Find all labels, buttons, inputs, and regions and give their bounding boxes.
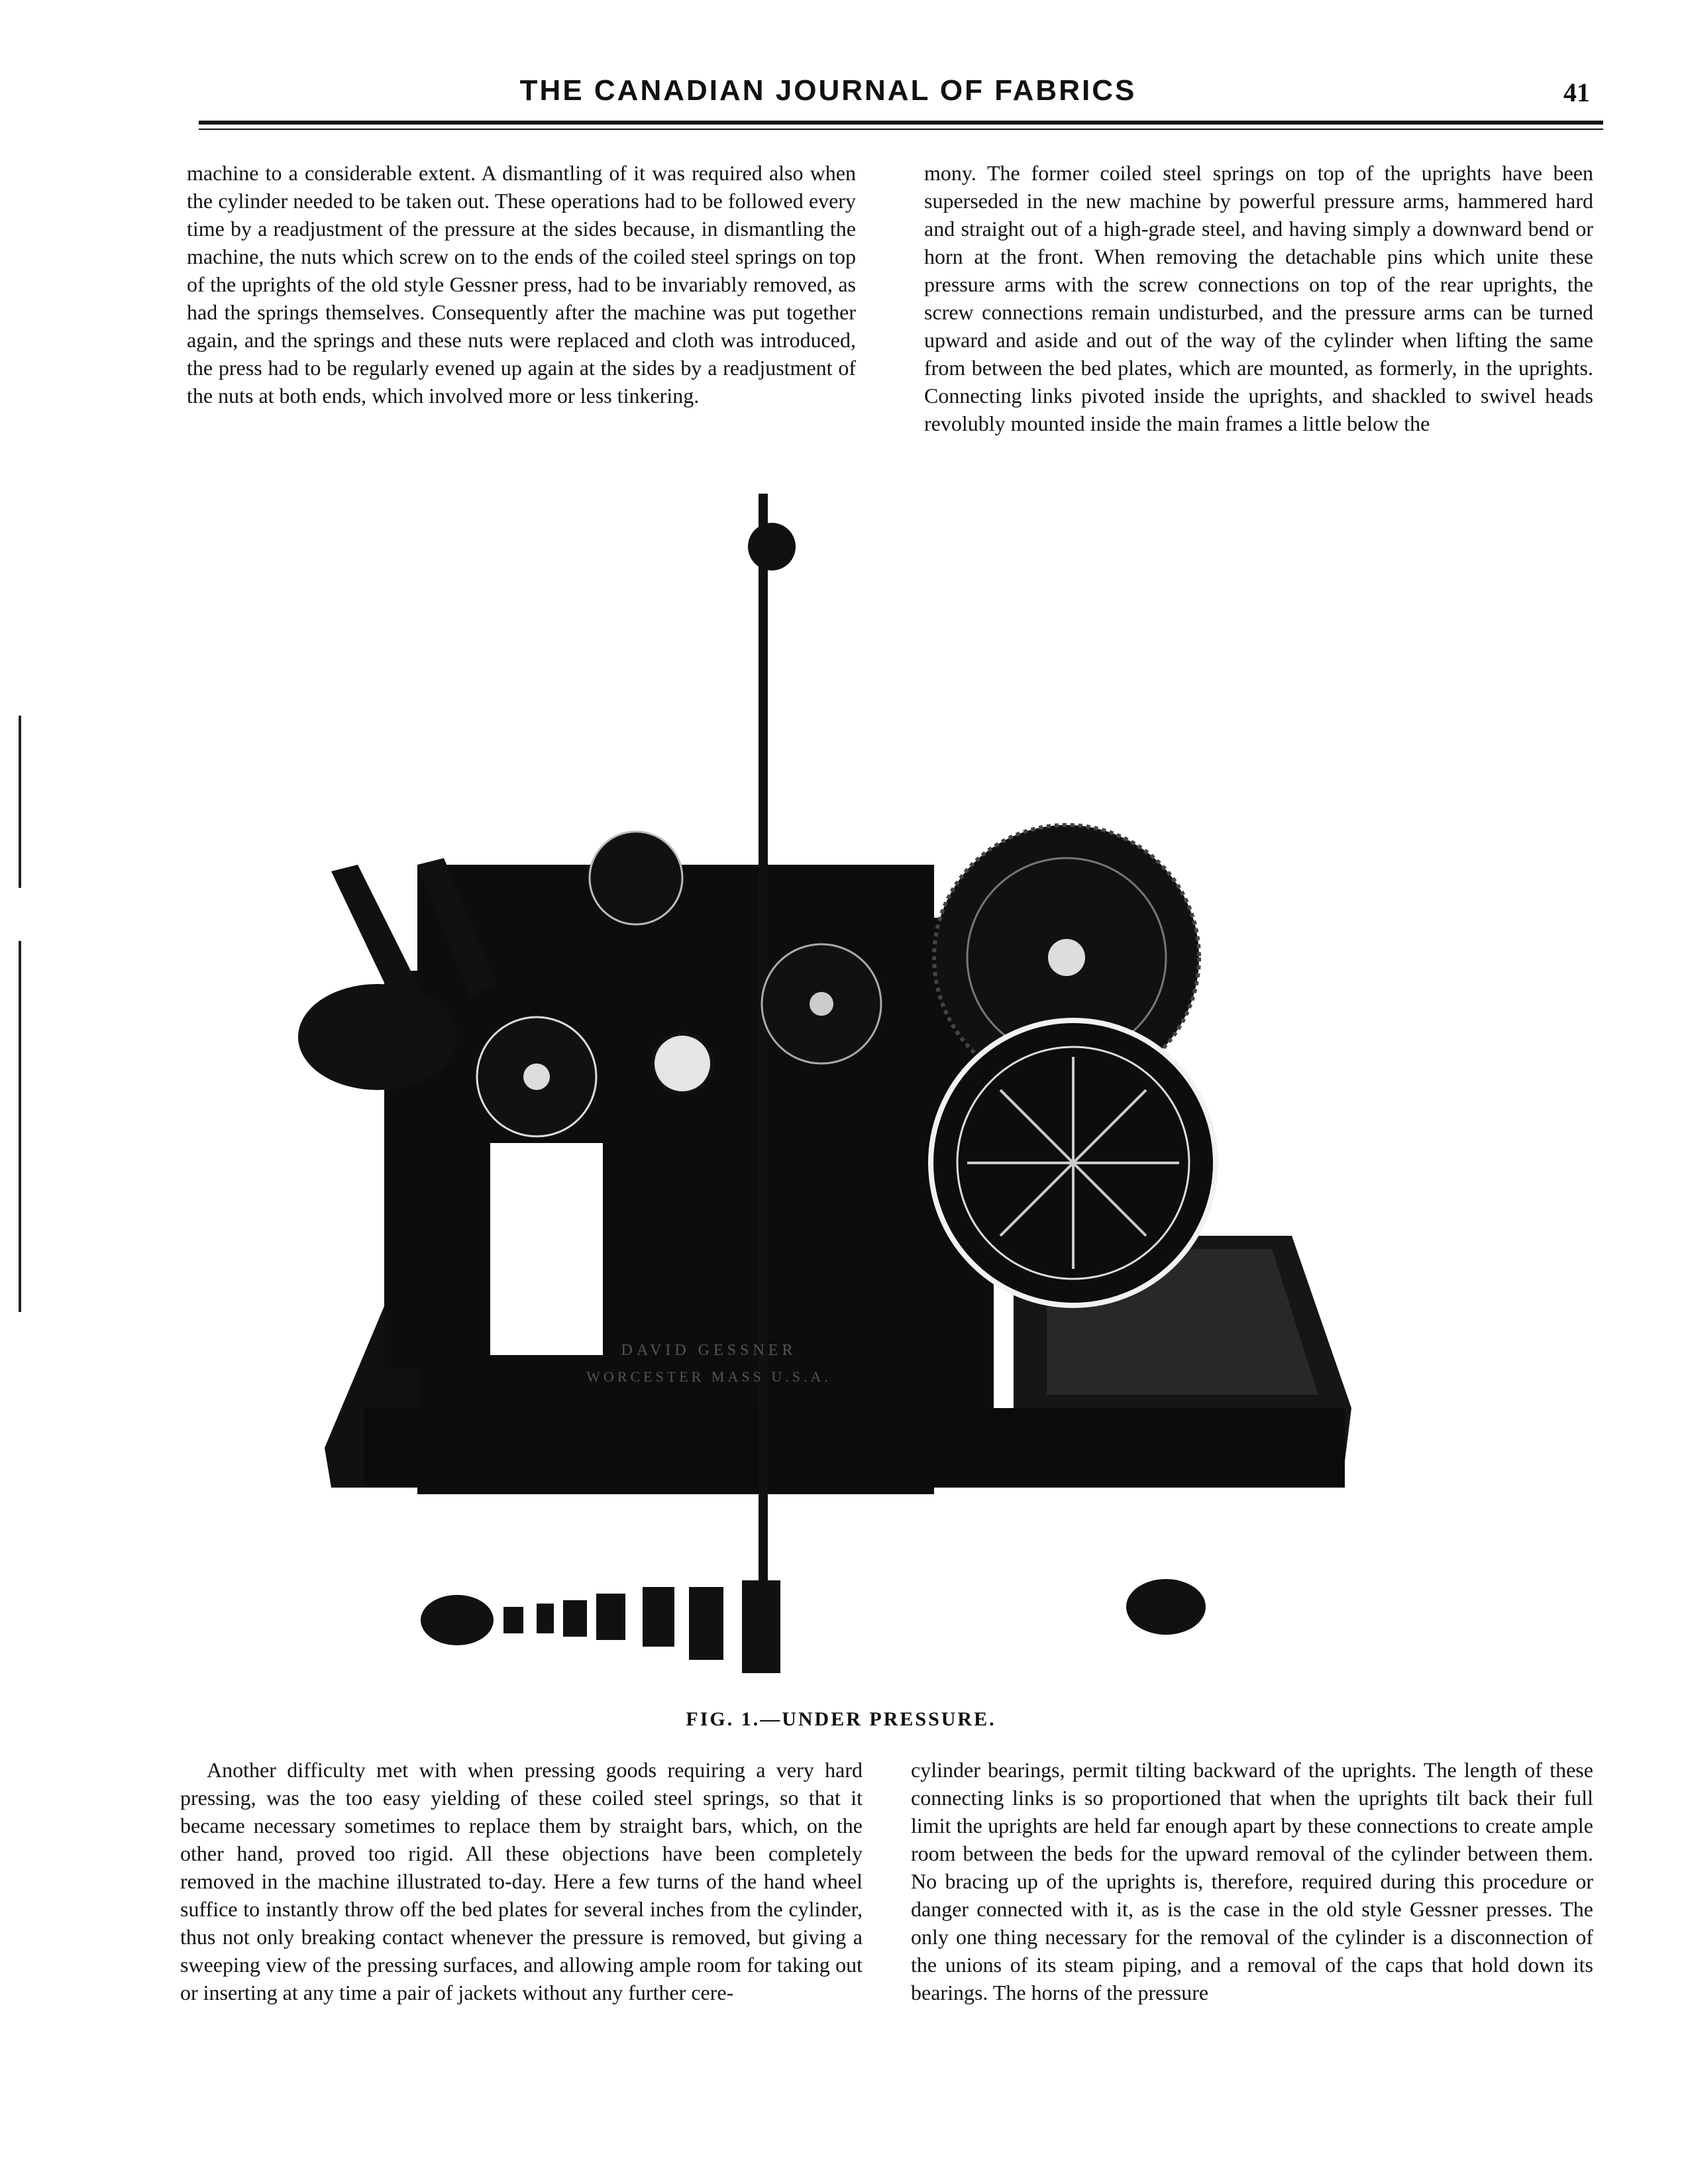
paragraph: cylinder bearings, permit tilting backward of the uprights. The length of these connecting links is so proportioned that when the uprights tilt back their full limit the uprights are held far enough apart by these connections to create ample room between the beds for the upward removal of the cylinder between them. No bracing up of the uprights is, therefore, required during this procedure or danger connected with it, as is the case in the old style Gessner presses. The only one thing necessary for the removal of the cylinder is a disconnection of the unions of its steam piping, and a removal of the caps that hold down its bearings. The horns of the pressure: [911, 1758, 1593, 2004]
paragraph: mony. The former coiled steel springs on top of the uprights have been superseded in the new machine by powerful pressure arms, hammered hard and straight out of a high-grade steel, and having simply a downward bend or horn at the front. When removing the detachable pins which unite these pressure arms with the screw connections on top of the rear uprights, the screw connections remain undisturbed, and the pressure arms can be turned upward and aside and out of the way of the cylinder when lifting the same from between the bed plates, which are mounted, as formerly, in the uprights. Connecting links pivoted inside the uprights, and shackled to swivel heads revolubly mounted inside the main frames a little below the: [924, 161, 1593, 435]
text-column-bottom-left: [180, 1756, 863, 2006]
page-header: [199, 74, 1603, 114]
foot-right: [1126, 1579, 1206, 1635]
center-rod: [759, 494, 768, 1633]
plate-lettering-2: WORCESTER MASS U.S.A.: [586, 1368, 831, 1385]
paragraph: Another difficulty met with when pressing goods requiring a very hard pressing, was the too easy yielding of these coiled steel springs, so that it became necessary sometimes to replace them by straight bars, which, on the other hand, proved too rigid. All these objections have been completely removed in the machine illustrated to-day. Here a few turns of the hand wheel suffice to instantly throw off the bed plates for several inches from the cylinder, thus not only breaking contact whenever the pressure is removed, but giving a sweeping view of the pressing surfaces, and allowing ample room for taking out or inserting at any time a pair of jackets without any further cere-: [180, 1758, 863, 2004]
figure-press-machine: [285, 494, 1471, 1686]
inner-opening: [490, 1143, 603, 1355]
running-title: THE CANADIAN JOURNAL OF FABRICS: [519, 74, 1137, 107]
base-skirt: [364, 1408, 1345, 1488]
spindle-disc: [653, 1034, 712, 1093]
text-column-top-right: [924, 159, 1593, 437]
paragraph: machine to a considerable extent. A dismantling of it was required also when the cylinder needed to be taken out. These operations had to be followed every time by a readjustment of the pressure at the sides because, in dismantling the machine, the nuts which screw on to the ends of the coiled steel springs on top of the uprights of the old style Gessner press, had to be invariably removed, as had the springs themselves. Consequently after the machine was put together again, and the springs and these nuts were replaced and cloth was introduced, the press had to be regularly evened up again at the sides by a readjustment of the nuts at both ends, which involved more or less tinkering.: [187, 161, 856, 408]
header-rule-thin: [199, 129, 1603, 130]
arm-housing: [298, 984, 457, 1090]
plate-lettering-1: DAVID GESSNER: [621, 1342, 797, 1359]
scan-edge-mark: [19, 941, 21, 1312]
gear-wheel-left: [590, 832, 682, 924]
text-column-top-left: [187, 159, 856, 410]
gear-hub: [1048, 939, 1085, 976]
rod-knob: [748, 523, 796, 571]
foot-left: [421, 1595, 494, 1645]
detached-parts: [503, 1580, 780, 1673]
press-machine-illustration: [285, 494, 1471, 1686]
text-column-bottom-right: [911, 1756, 1593, 2006]
header-rule: [199, 121, 1603, 125]
page-number: 41: [1563, 78, 1590, 107]
figure-caption: FIG. 1.—UNDER PRESSURE.: [686, 1708, 996, 1730]
scan-edge-mark: [19, 716, 21, 888]
